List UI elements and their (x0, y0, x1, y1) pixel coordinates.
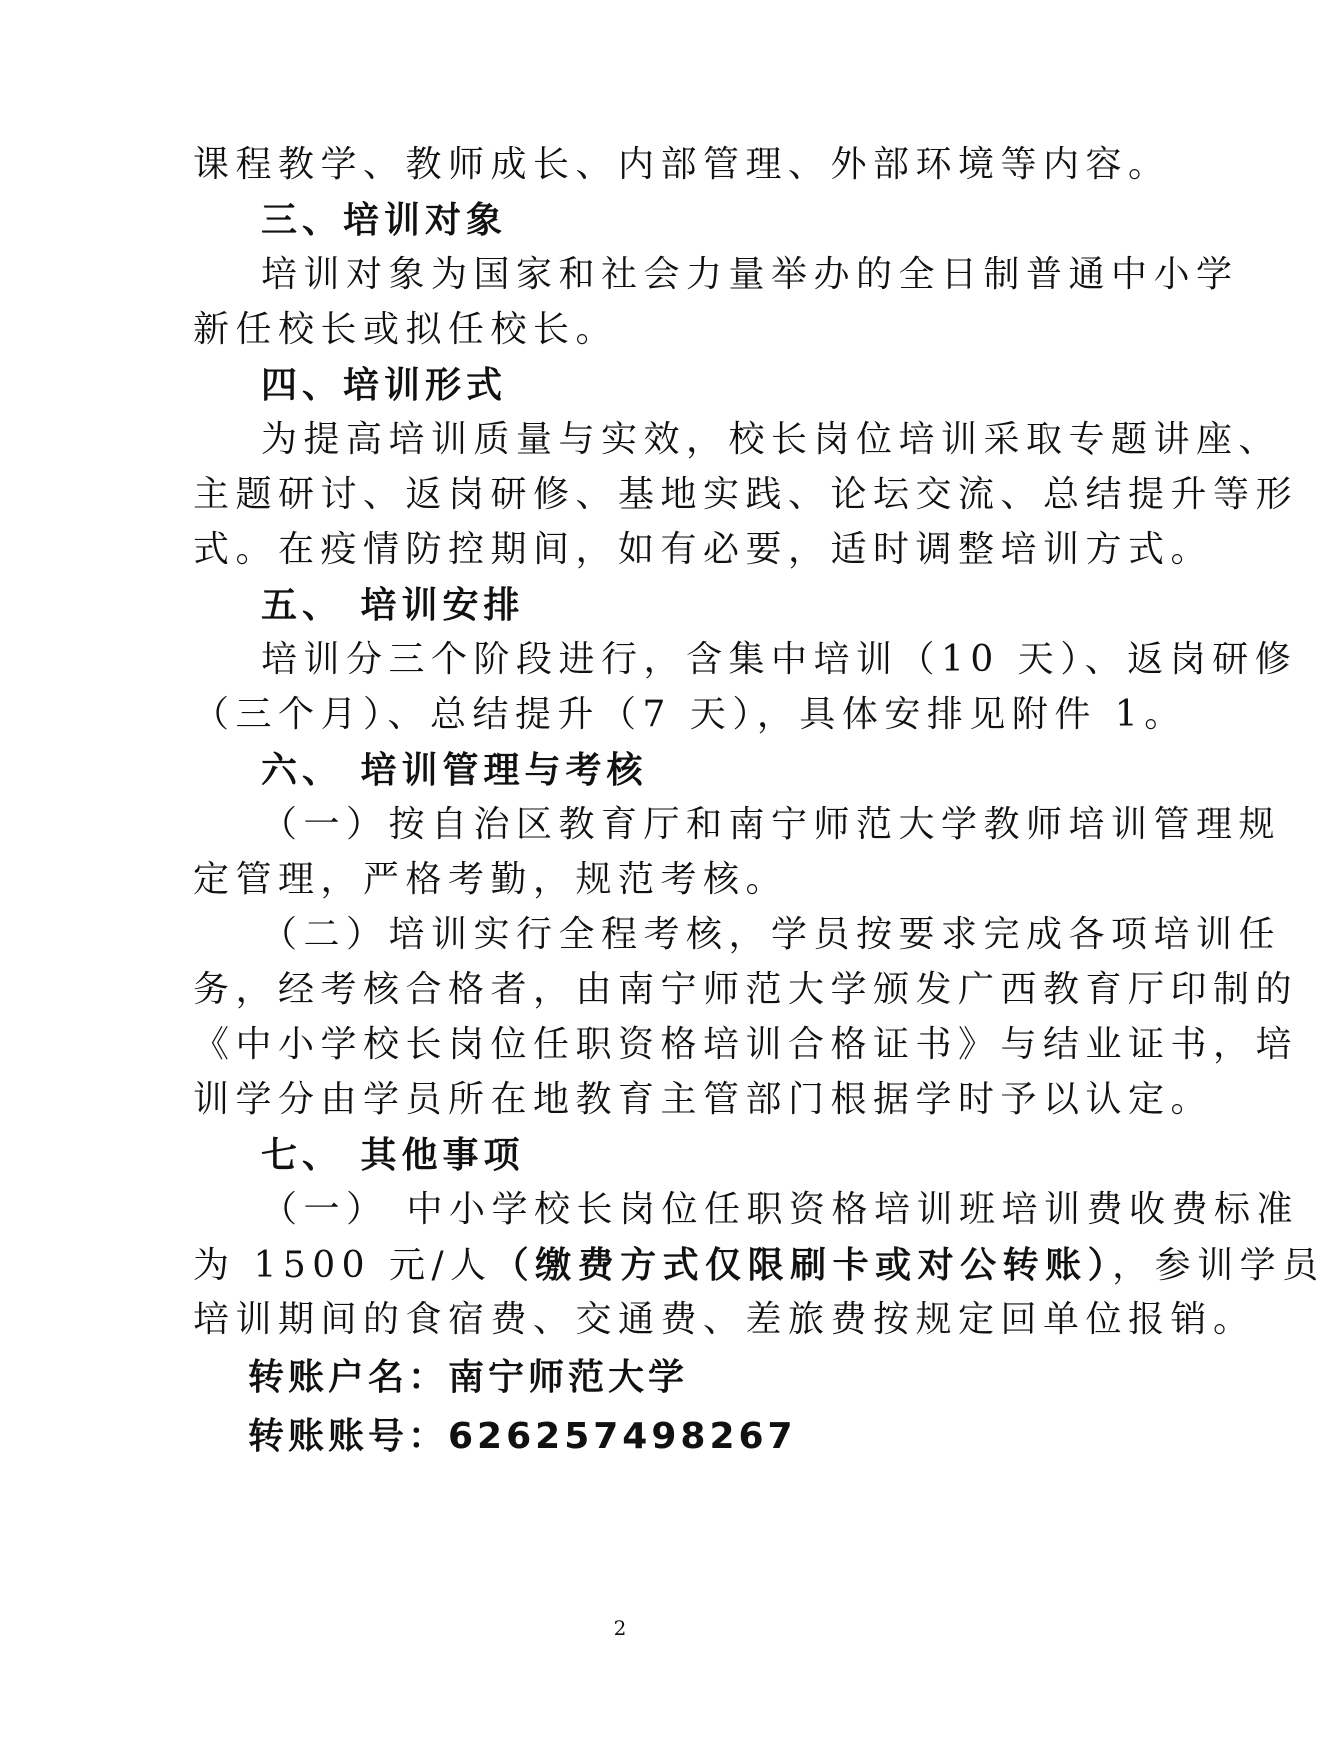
paragraph-line (193, 1235, 1325, 1296)
paragraph-line: （一）按自治区教育厅和南宁师范大学教师培训管理规 (261, 804, 1282, 845)
fee-amount: 为 1500 元/人 (193, 1245, 493, 1286)
paragraph-line: 定管理，严格考勤，规范考核。 (193, 859, 789, 900)
section-heading-training-management: 六、 培训管理与考核 (261, 749, 648, 791)
paragraph-line: 训学分由学员所在地教育主管部门根据学时予以认定。 (193, 1079, 1214, 1120)
paragraph-line: 为提高培训质量与实效，校长岗位培训采取专题讲座、 (261, 419, 1282, 460)
page-number: 2 (613, 1616, 627, 1640)
paragraph-line: 新任校长或拟任校长。 (193, 309, 619, 350)
paragraph-line: （二）培训实行全程考核，学员按要求完成各项培训任 (261, 914, 1282, 955)
paragraph-line: 式。在疫情防控期间，如有必要，适时调整培训方式。 (193, 529, 1214, 570)
paragraph-line: 培训分三个阶段进行，含集中培训（10 天）、返岗研修 (261, 639, 1298, 680)
paragraph-text: ，参训学员 (1112, 1245, 1325, 1286)
paragraph-line: 主题研讨、返岗研修、基地实践、论坛交流、总结提升等形 (193, 474, 1299, 515)
paragraph-line: 《中小学校长岗位任职资格培训合格证书》与结业证书，培 (193, 1024, 1299, 1065)
section-heading-training-target: 三、培训对象 (261, 199, 508, 241)
paragraph-line: （三个月）、总结提升（7 天），具体安排见附件 1。 (193, 694, 1187, 735)
section-heading-training-schedule: 五、 培训安排 (261, 584, 525, 626)
account-name: 转账户名：南宁师范大学 (248, 1357, 689, 1398)
payment-method-note: （缴费方式仅限刷卡或对公转账） (492, 1244, 1113, 1286)
paragraph-line: 培训对象为国家和社会力量举办的全日制普通中小学 (261, 254, 1239, 295)
paragraph-line: （一） 中小学校长岗位任职资格培训班培训费收费标准 (261, 1189, 1299, 1230)
paragraph-line: 培训期间的食宿费、交通费、差旅费按规定回单位报销。 (193, 1299, 1256, 1340)
section-heading-other-matters: 七、 其他事项 (261, 1134, 525, 1176)
account-number: 转账账号：626257498267 (248, 1416, 797, 1457)
paragraph-line: 课程教学、教师成长、内部管理、外部环境等内容。 (193, 144, 1171, 185)
paragraph-line: 务，经考核合格者，由南宁师范大学颁发广西教育厅印制的 (193, 969, 1299, 1010)
section-heading-training-format: 四、培训形式 (261, 364, 508, 406)
